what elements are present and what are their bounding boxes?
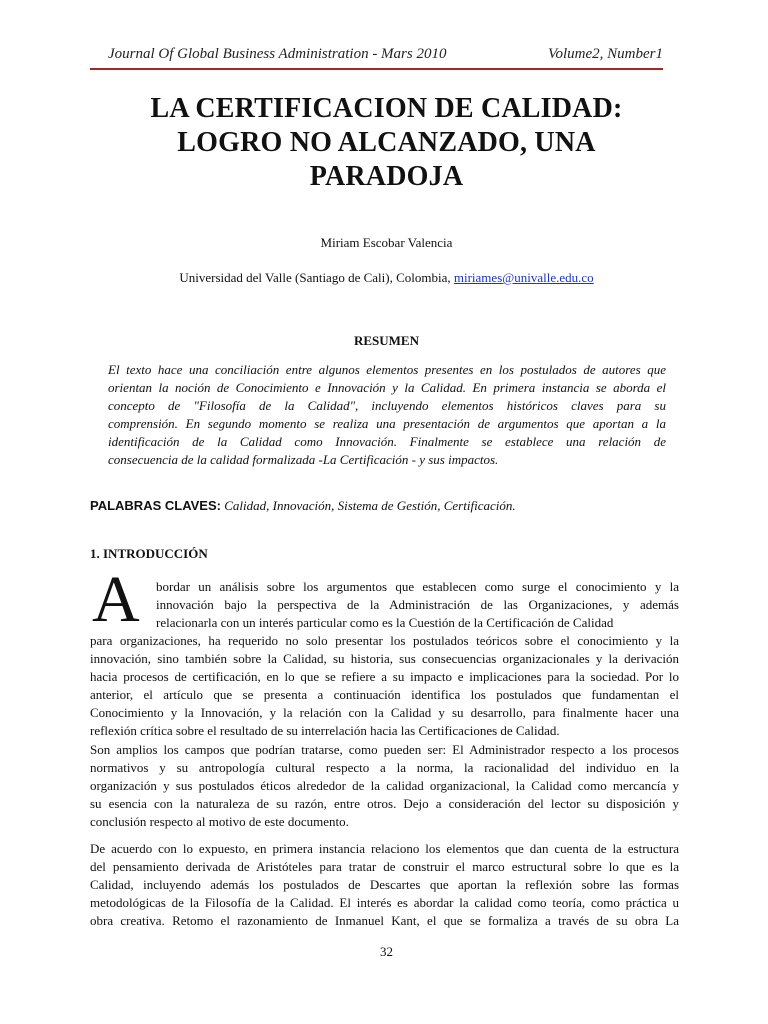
body-line: obra creativa. Retomo el razonamiento de Inmanuel Kant, el que se formaliza a través de su obra La xyxy=(90,913,679,928)
title-line: LOGRO NO ALCANZADO, UNA xyxy=(177,127,596,158)
body-line: del pensamiento derivada de Aristóteles para tratar de construir el marco estructural sobre lo que es la xyxy=(90,859,679,874)
body-paragraph xyxy=(90,741,679,831)
article-title xyxy=(90,92,683,194)
body-line: Calidad, incluyendo además los postulados de Descartes que aportan la reflexión sobre las formas xyxy=(90,877,679,892)
body-line: Conocimiento y la Innovación, y la relación con la Calidad y su desarrollo, para finalmente hacer una xyxy=(90,705,679,720)
affiliation-text: Universidad del Valle (Santiago de Cali), Colombia, xyxy=(179,270,454,285)
keywords-label: PALABRAS CLAVES: xyxy=(90,498,221,513)
abstract-line: consecuencia de la calidad formalizada -La Certificación - y sus impactos. xyxy=(108,452,499,467)
body-paragraph xyxy=(90,840,679,930)
email-link[interactable]: miriames@univalle.edu.co xyxy=(453,270,594,285)
abstract-line: concepto de "Filosofía de la Calidad", incluyendo elementos históricos claves para su xyxy=(108,398,666,413)
drop-cap: A xyxy=(92,563,140,636)
header-rule xyxy=(90,68,663,70)
body-line: conclusión respecto al motivo de este documento. xyxy=(90,814,349,829)
body-line: hacia procesos de certificación, en lo que se refiere a su impacto e implicaciones para la sociedad. Por lo xyxy=(90,669,679,684)
body-line: organización y sus postulados éticos alrededor de la calidad organizacional, la Calidad como mercancía y xyxy=(90,778,679,793)
journal-name: Journal Of Global Business Administration - Mars 2010 xyxy=(108,46,447,62)
body-paragraph xyxy=(90,632,679,740)
title-line: LA CERTIFICACION DE CALIDAD: xyxy=(150,93,623,124)
body-line: bordar un análisis sobre los argumentos que establecen como surge el conocimiento y la xyxy=(156,579,679,594)
body-line: reflexión crítica sobre el resultado de su interrelación hacia las Certificaciones de Calidad. xyxy=(90,723,560,738)
title-line: PARADOJA xyxy=(309,161,464,192)
keywords xyxy=(90,498,683,514)
volume-number: Volume2, Number1 xyxy=(548,46,663,62)
author-name: Miriam Escobar Valencia xyxy=(320,235,453,250)
body-line: De acuerdo con lo expuesto, en primera instancia relaciono los elementos que dan cuenta de la estructura xyxy=(90,841,679,856)
abstract-line: comprensión. En segundo momento se realiza una presentación de argumentos que aportan a la xyxy=(108,416,666,431)
body-line: metodológicas de la Filosofía de la Calidad. El interés es abordar la calidad como teoría, como práctica u xyxy=(90,895,679,910)
abstract-heading: RESUMEN xyxy=(353,333,419,348)
body-line: anterior, el artículo que se presenta a continuación identifica los postulados que fundamentan el xyxy=(90,687,679,702)
body-line: normativos y su antropología cultural respecto a la norma, la racionalidad del individuo en la xyxy=(90,760,679,775)
abstract-line: El texto hace una conciliación entre algunos elementos presentes en los postulados de autores que xyxy=(108,362,666,377)
body-line: innovación, sino también sobre la Calidad, su historia, sus consecuencias organizacionales y la derivación xyxy=(90,651,679,666)
body-line: para organizaciones, ha requerido no solo presentar los postulados teóricos sobre el conocimiento y la xyxy=(90,633,679,648)
keywords-text: Calidad, Innovación, Sistema de Gestión, Certificación. xyxy=(220,498,516,513)
section-heading: 1. INTRODUCCIÓN xyxy=(90,546,208,561)
author-affiliation xyxy=(90,270,683,286)
intro-paragraph-start xyxy=(156,578,679,632)
body-line: innovación bajo la perspectiva de la Administración de las Organizaciones, y además xyxy=(156,597,679,612)
body-line: su esencia con la naturaleza de su razón, entre otros. Dejo a consideración del lector su disposición y xyxy=(90,796,679,811)
abstract-line: identificación de la Calidad como Innovación. Finalmente se establece una relación de xyxy=(108,434,666,449)
abstract-body xyxy=(108,361,666,469)
body-line: Son amplios los campos que podrían tratarse, como pueden ser: El Administrador respecto a los procesos xyxy=(90,742,679,757)
running-header xyxy=(90,46,663,68)
body-line: relacionarla con un interés particular como es la Cuestión de la Certificación de Calidad xyxy=(156,615,614,630)
abstract-line: orientan la noción de Conocimiento e Innovación y la Calidad. En primera instancia se aborda el xyxy=(108,380,666,395)
page-number: 32 xyxy=(380,944,393,959)
